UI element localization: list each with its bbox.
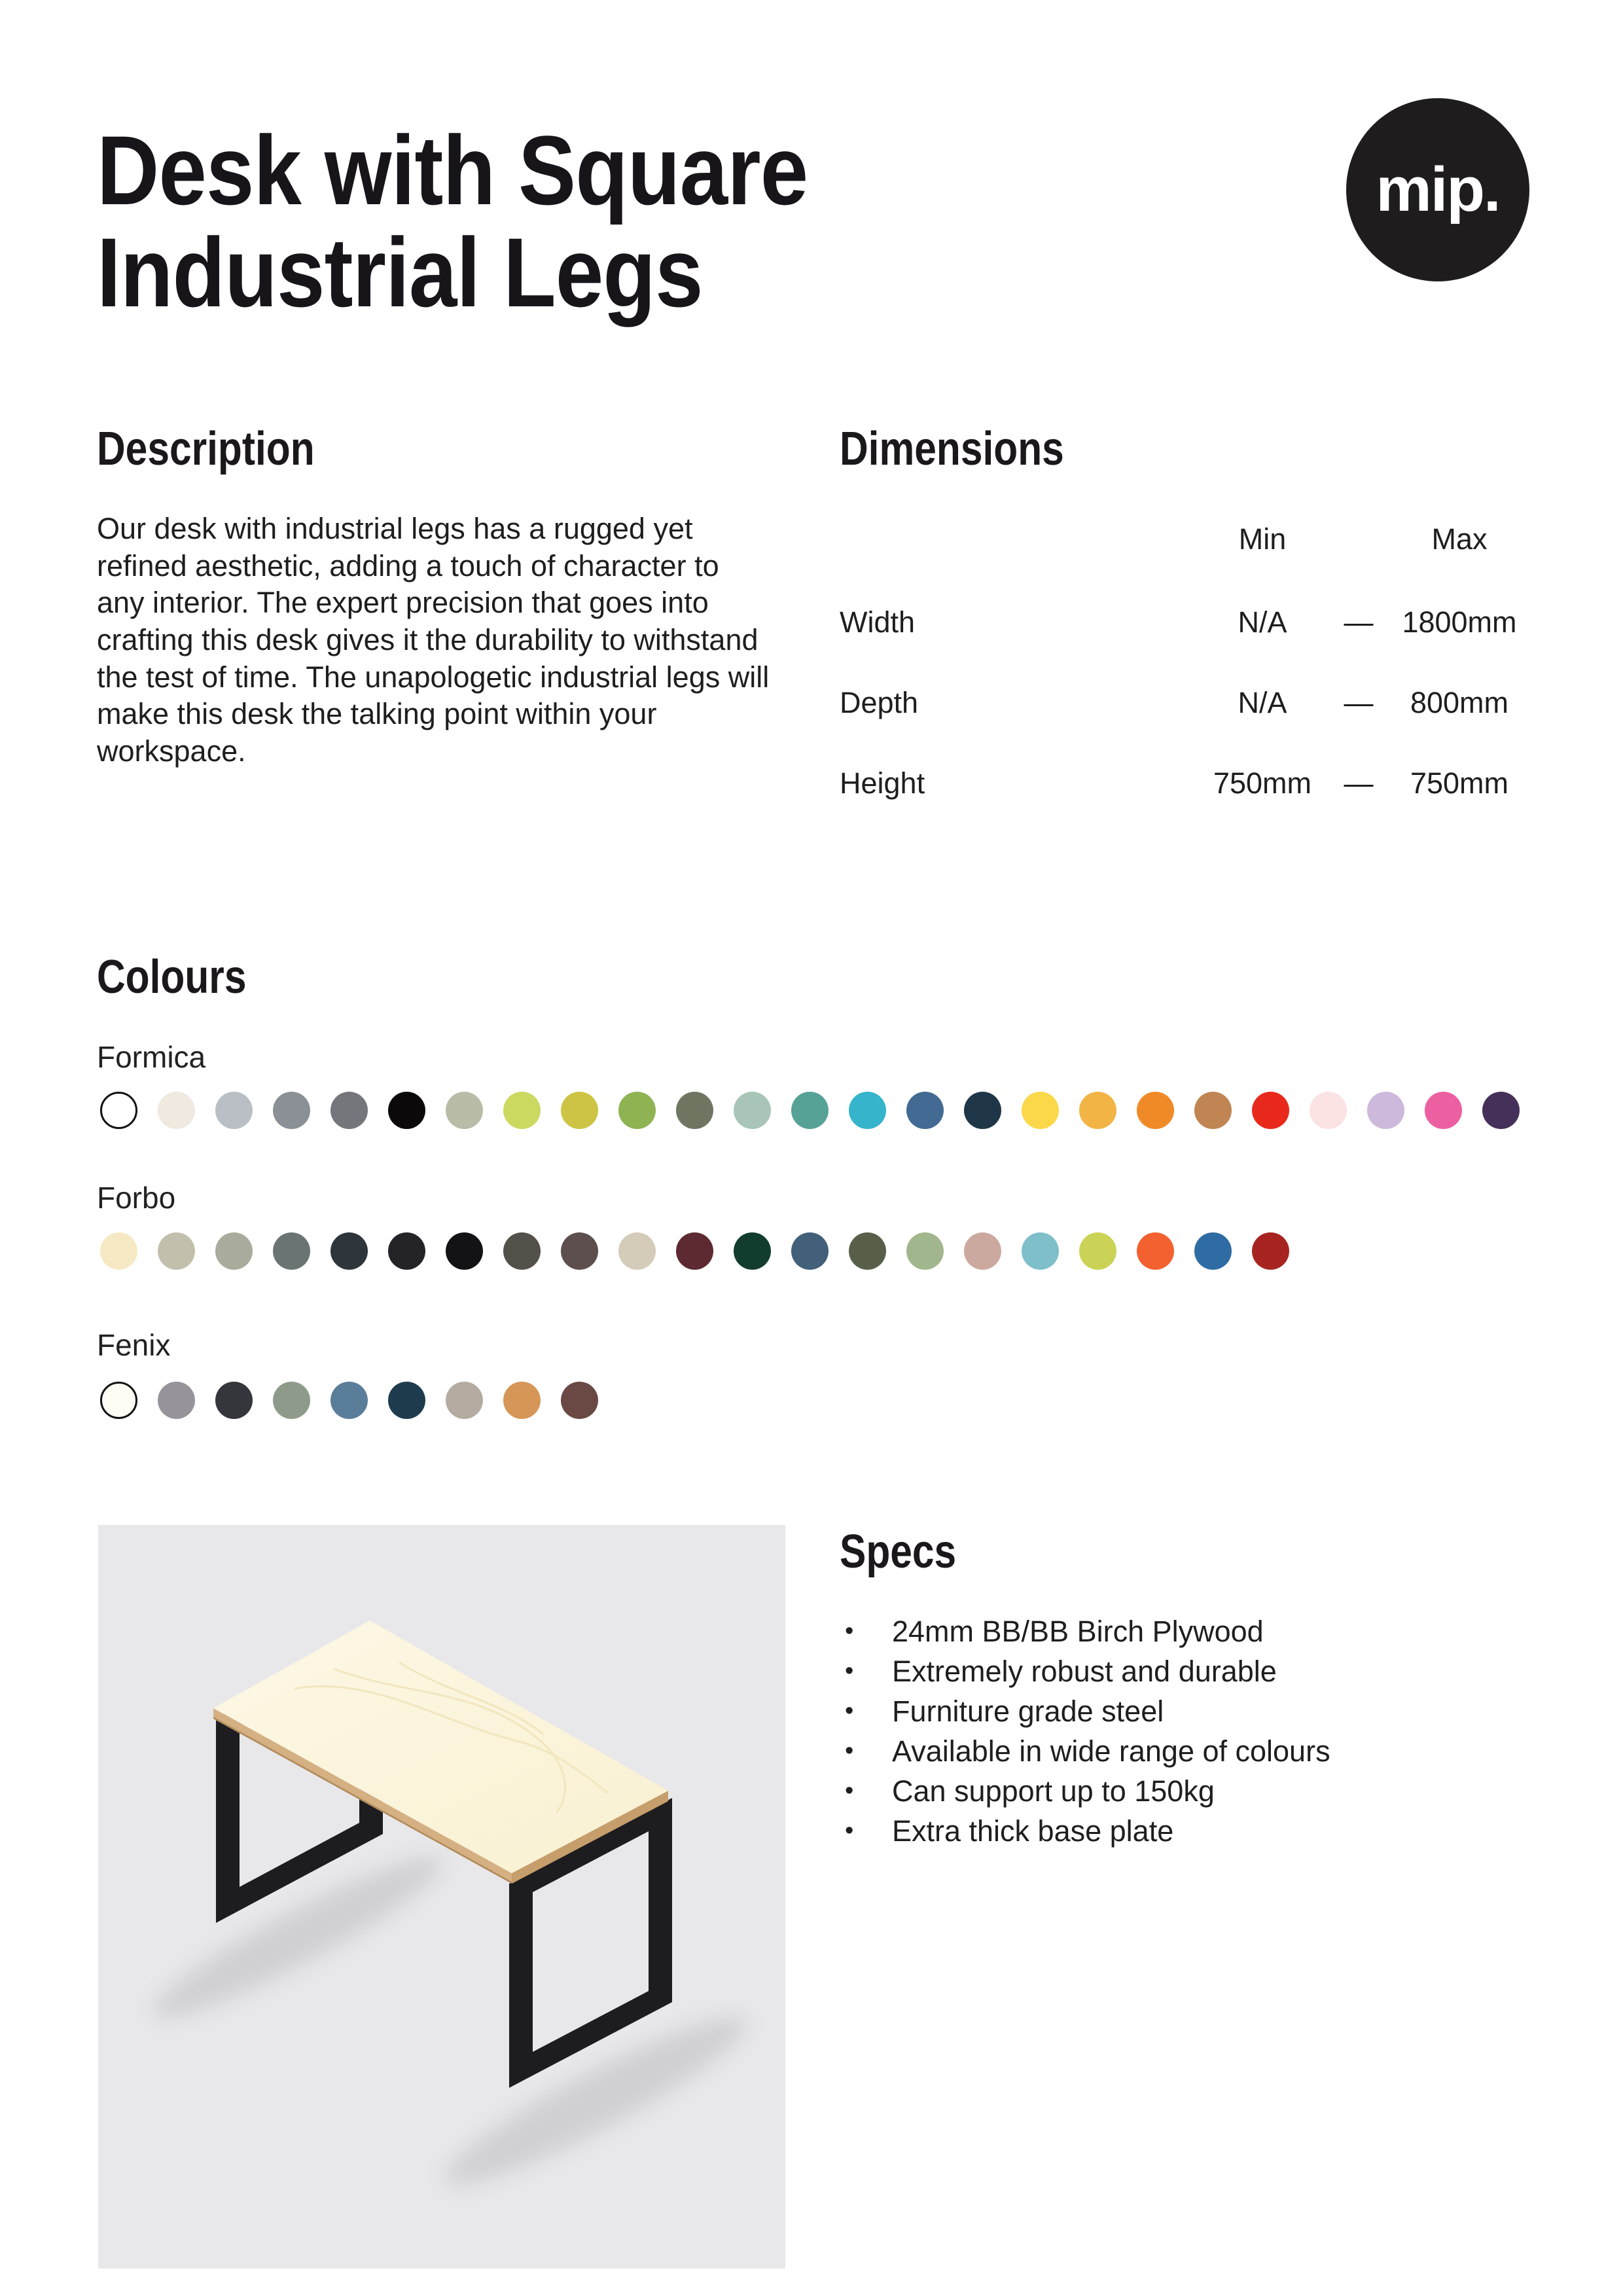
colour-swatch (1194, 1092, 1232, 1129)
colour-swatch (1367, 1092, 1404, 1129)
colour-swatch (330, 1382, 368, 1419)
dimensions-row-width (840, 605, 1553, 686)
colour-swatch (791, 1092, 829, 1129)
product-image-background (98, 1525, 785, 2269)
dimensions-table-rows (840, 605, 1553, 847)
dimensions-row-depth (840, 686, 1553, 766)
dimension-min-value: 750mm (1213, 766, 1312, 800)
bullet-icon: • (845, 1777, 854, 1804)
colour-swatch (964, 1092, 1001, 1129)
colour-swatch (446, 1092, 483, 1129)
colour-swatch (906, 1092, 944, 1129)
brand-logo-text: mip. (1376, 154, 1500, 224)
colour-swatch (215, 1232, 253, 1270)
swatch-group-label-formica: Formica (97, 1040, 206, 1074)
colour-swatch (618, 1092, 656, 1129)
dimension-max-value: 1800mm (1402, 605, 1517, 639)
colour-swatch (503, 1092, 541, 1129)
colour-swatch (561, 1382, 598, 1419)
colour-swatch (158, 1232, 195, 1270)
specs-item-text: Extra thick base plate (892, 1814, 1174, 1848)
swatch-row-formica (100, 1092, 1520, 1129)
colour-swatch (388, 1382, 425, 1419)
colour-swatch (1194, 1232, 1232, 1270)
swatch-group-label-forbo: Forbo (97, 1181, 176, 1215)
dimensions-col-min: Min (1238, 522, 1287, 556)
specs-item-text: Extremely robust and durable (892, 1655, 1277, 1688)
dimension-max-value: 800mm (1410, 686, 1509, 719)
colour-swatch (215, 1382, 253, 1419)
colour-swatch (446, 1232, 483, 1270)
colour-swatch (1022, 1092, 1059, 1129)
specs-item-text: Can support up to 150kg (892, 1774, 1215, 1808)
specs-item (840, 1611, 1560, 1651)
colour-swatch (561, 1092, 598, 1129)
specs-item (840, 1731, 1560, 1771)
colour-swatch (215, 1092, 253, 1129)
swatch-group-label-fenix: Fenix (97, 1328, 171, 1362)
colour-swatch (849, 1232, 886, 1270)
colour-swatch (503, 1382, 541, 1419)
colour-swatch (100, 1382, 137, 1419)
dimension-range-dash: — (1344, 766, 1374, 800)
specs-list (840, 1611, 1560, 1851)
colour-swatch (1022, 1232, 1059, 1270)
colours-heading: Colours (97, 951, 247, 1003)
colour-swatch (561, 1232, 598, 1270)
specs-item (840, 1771, 1560, 1811)
dimension-label: Depth (840, 686, 919, 719)
colour-swatch (1482, 1092, 1520, 1129)
colour-swatch (330, 1092, 368, 1129)
colour-swatch (1252, 1092, 1289, 1129)
specs-heading: Specs (840, 1526, 957, 1578)
dimension-label: Height (840, 766, 925, 800)
dimension-min-value: N/A (1238, 686, 1287, 719)
colour-swatch (1310, 1092, 1347, 1129)
swatch-row-fenix (100, 1382, 598, 1419)
colour-swatch (158, 1092, 195, 1129)
brand-logo (1346, 98, 1529, 281)
bullet-icon: • (845, 1817, 854, 1844)
dimensions-table-header (840, 522, 1553, 562)
swatch-row-forbo (100, 1232, 1289, 1270)
dimension-label: Width (840, 605, 916, 639)
specs-item-text: 24mm BB/BB Birch Plywood (892, 1615, 1264, 1648)
colour-swatch (791, 1232, 829, 1270)
colour-swatch (503, 1232, 541, 1270)
colour-swatch (273, 1092, 310, 1129)
colour-swatch (1079, 1092, 1116, 1129)
colour-swatch (1137, 1092, 1174, 1129)
specs-item (840, 1651, 1560, 1691)
page-title-line-2: Industrial Legs (97, 217, 703, 327)
colour-swatch (273, 1232, 310, 1270)
colour-swatch (273, 1382, 310, 1419)
dimensions-row-height (840, 766, 1553, 847)
dimension-range-dash: — (1344, 605, 1374, 639)
bullet-icon: • (845, 1737, 854, 1765)
dimensions-col-max: Max (1431, 522, 1488, 556)
bullet-icon: • (845, 1657, 854, 1685)
bullet-icon: • (845, 1617, 854, 1645)
colour-swatch (1079, 1232, 1116, 1270)
specs-item (840, 1811, 1560, 1851)
colour-swatch (158, 1382, 195, 1419)
colour-swatch (618, 1232, 656, 1270)
colour-swatch (676, 1092, 713, 1129)
colour-swatch (734, 1232, 771, 1270)
colour-swatch (388, 1232, 425, 1270)
colour-swatch (1137, 1232, 1174, 1270)
colour-swatch (849, 1092, 886, 1129)
dimension-min-value: N/A (1238, 605, 1287, 639)
dimension-range-dash: — (1344, 686, 1374, 719)
description-text: Our desk with industrial legs has a rugged yet refined aesthetic, adding a touch of character to any interior. The expert precision that goes into crafting this desk gives it the durability to withstand the test of time. The unapologetic industrial legs will make this desk the talking point within your workspace. (97, 512, 770, 768)
colour-swatch (330, 1232, 368, 1270)
colour-swatch (446, 1382, 483, 1419)
colour-swatch (1252, 1232, 1289, 1270)
specs-item (840, 1691, 1560, 1731)
page-title (97, 115, 808, 327)
colour-swatch (1425, 1092, 1462, 1129)
colour-swatch (734, 1092, 771, 1129)
page-title-line-1: Desk with Square (97, 115, 808, 225)
product-image (98, 1525, 785, 2269)
dimension-max-value: 750mm (1410, 766, 1509, 800)
colour-swatch (676, 1232, 713, 1270)
colour-swatch (388, 1092, 425, 1129)
specs-item-text: Available in wide range of colours (892, 1734, 1330, 1768)
colour-swatch (100, 1232, 137, 1270)
colour-swatch (100, 1092, 137, 1129)
description-heading: Description (97, 423, 315, 475)
bullet-icon: • (845, 1697, 854, 1725)
dimensions-heading: Dimensions (840, 423, 1064, 475)
colour-swatch (906, 1232, 944, 1270)
desk-render-illustration (98, 1525, 785, 2269)
specs-item-text: Furniture grade steel (892, 1695, 1164, 1728)
colour-swatch (964, 1232, 1001, 1270)
